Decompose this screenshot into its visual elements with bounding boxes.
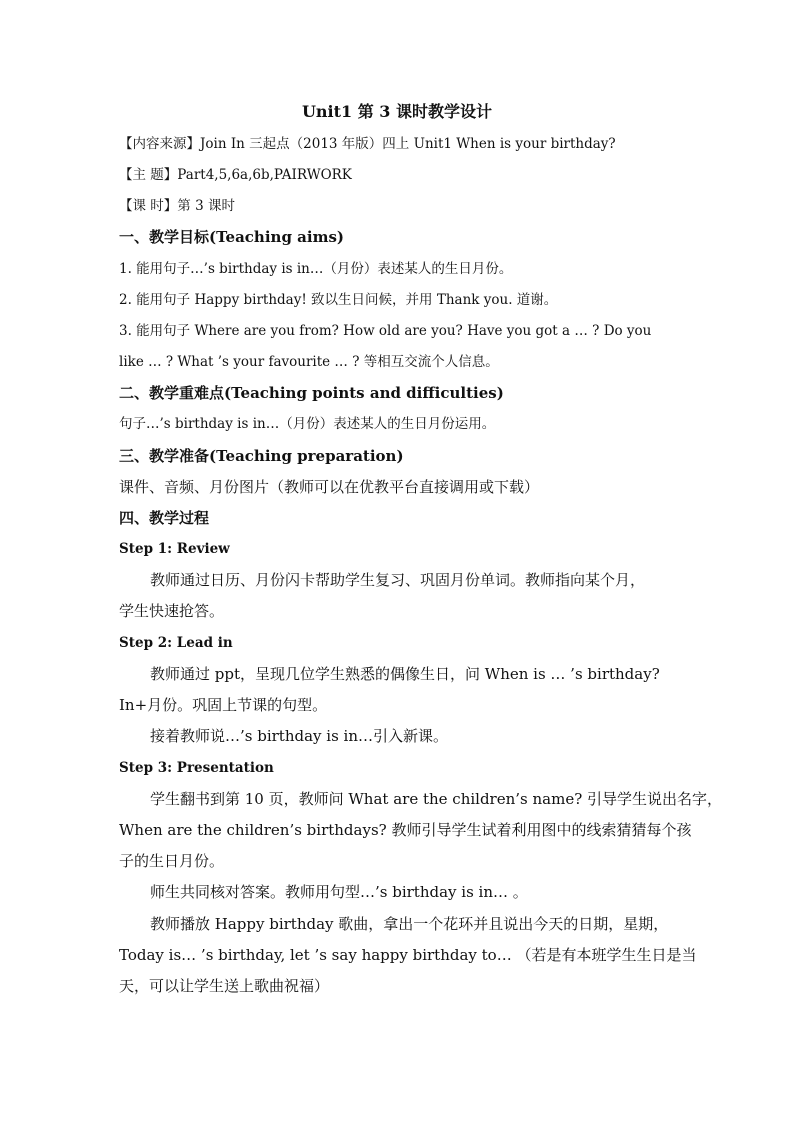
step-text: 教师通过 ppt，呈现几位学生熟悉的偶像生日，问 When is … ’s birthday?	[150, 665, 660, 683]
aim-item-continued: like … ? What ’s your favourite … ? 等相互交流个人信息。	[119, 354, 499, 370]
step-text: 师生共同核对答案。教师用句型…’s birthday is in… 。	[150, 883, 528, 901]
content-source: 【内容来源】Join In 三起点（2013 年版）四上 Unit1 When is your birthday?	[119, 136, 616, 152]
points-heading: 二、教学重难点(Teaching points and difficulties)	[119, 384, 504, 402]
step-heading: Step 2: Lead in	[119, 635, 233, 651]
step-text: 子的生日月份。	[119, 852, 225, 870]
aims-heading: 一、教学目标(Teaching aims)	[119, 228, 344, 246]
step-text: When are the children’s birthdays? 教师引导学生试着利用图中的线索猜猜每个孩	[119, 821, 692, 839]
step-text: 教师播放 Happy birthday 歌曲，拿出一个花环并且说出今天的日期，星期，	[150, 915, 669, 933]
step-text: 教师通过日历、月份闪卡帮助学生复习、巩固月份单词。教师指向某个月，	[150, 571, 646, 589]
step-heading: Step 3: Presentation	[119, 760, 274, 776]
aim-item: 2. 能用句子 Happy birthday! 致以生日问候，并用 Thank you. 道谢。	[119, 292, 558, 308]
step-text: Today is… ’s birthday, let ’s say happy birthday to… （若是有本班学生生日是当	[119, 946, 697, 964]
aim-item: 1. 能用句子…’s birthday is in…（月份）表述某人的生日月份。	[119, 261, 513, 277]
step-heading: Step 1: Review	[119, 541, 230, 557]
step-text: In+月份。巩固上节课的句型。	[119, 696, 328, 714]
preparation-text: 课件、音频、月份图片（教师可以在优教平台直接调用或下载）	[119, 478, 540, 496]
step-text: 学生翻书到第 10 页，教师问 What are the children’s name? 引导学生说出名字，	[150, 790, 723, 808]
step-text: 接着教师说…’s birthday is in…引入新课。	[150, 727, 449, 745]
topic-line: 【主 题】Part4,5,6a,6b,PAIRWORK	[119, 167, 352, 183]
process-heading: 四、教学过程	[119, 509, 210, 527]
aim-item: 3. 能用句子 Where are you from? How old are you? Have you got a … ? Do you	[119, 323, 652, 339]
page-title: Unit1 第 3 课时教学设计	[301, 102, 493, 121]
step-text: 学生快速抢答。	[119, 602, 225, 620]
points-text: 句子…’s birthday is in…（月份）表述某人的生日月份运用。	[119, 416, 496, 432]
preparation-heading: 三、教学准备(Teaching preparation)	[119, 447, 404, 465]
period-line: 【课 时】第 3 课时	[119, 198, 235, 214]
step-text: 天，可以让学生送上歌曲祝福）	[119, 977, 330, 995]
